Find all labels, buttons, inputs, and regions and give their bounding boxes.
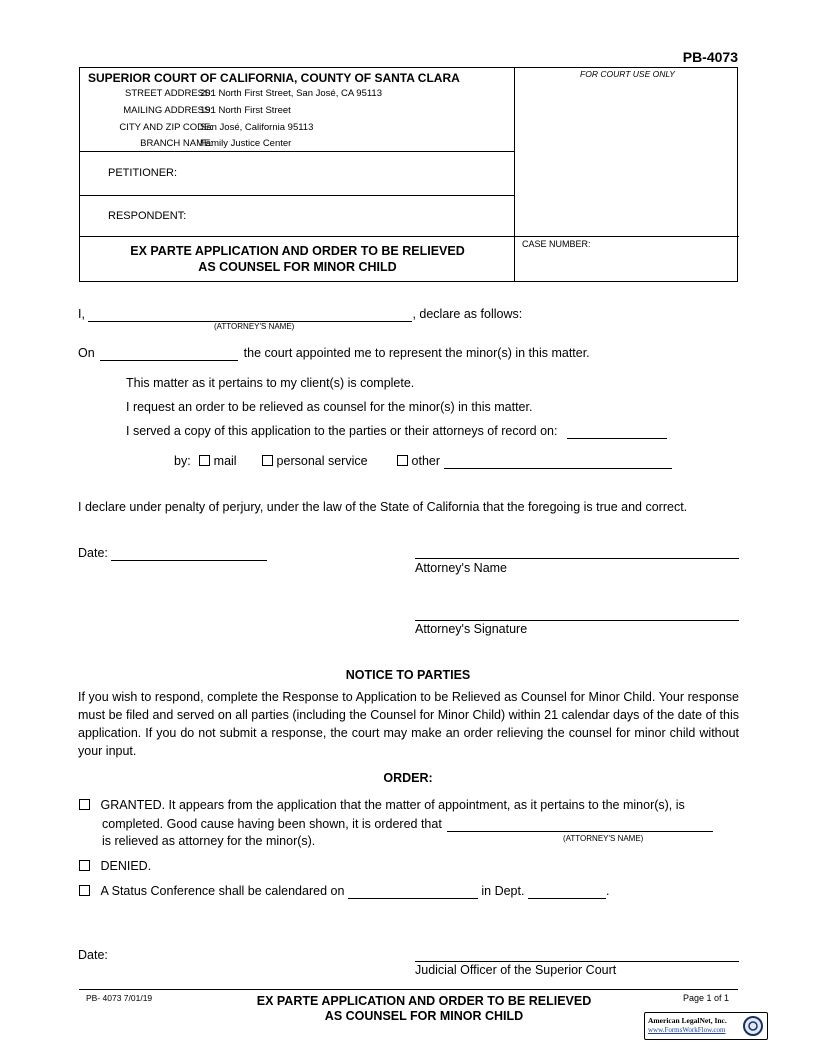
attorney-name-line[interactable] [415,558,739,559]
globe-icon [742,1015,764,1037]
street-address-value: 201 North First Street, San José, CA 95113 [200,88,383,99]
denied-line [79,859,151,873]
petitioner-label: PETITIONER: [108,167,178,179]
attorney-name-caption: (ATTORNEY'S NAME) [214,322,295,331]
judicial-signature-line[interactable] [415,961,739,962]
declaration-date-field[interactable] [111,546,267,561]
logo-url: www.FormsWorkFlow.com [648,1026,726,1034]
perjury-statement: I declare under penalty of perjury, under the law of the State of California that the foregoing is true and correct. [78,500,688,514]
served-statement [126,424,667,439]
status-conference-text: A Status Conference shall be calendared on [100,884,345,898]
service-method [174,454,672,469]
form-title [80,243,515,275]
notice-heading: NOTICE TO PARTIES [345,668,471,682]
appointment-line [78,346,590,361]
respondent-label: RESPONDENT: [108,210,187,222]
served-date-field[interactable] [567,424,667,439]
street-address-label: STREET ADDRESS: [125,88,213,99]
court-name: SUPERIOR COURT OF CALIFORNIA, COUNTY OF SANTA CLARA [88,71,460,85]
date-label: Date: [78,546,108,560]
divider [80,195,514,196]
mail-checkbox[interactable] [199,455,210,466]
case-number-label: CASE NUMBER: [522,239,591,249]
personal-service-checkbox[interactable] [262,455,273,466]
city-zip-value: San José, California 95113 [200,122,314,133]
mailing-address-label: MAILING ADDRESS: [123,105,213,116]
other-checkbox[interactable] [397,455,408,466]
caption-box [79,67,738,282]
attorney-name-field[interactable] [88,307,412,322]
footer-title-line2: AS COUNSEL FOR MINOR CHILD [324,1009,524,1023]
relieved-attorney-field[interactable] [447,817,713,832]
granted-line-1 [79,798,685,812]
judicial-officer-label: Judicial Officer of the Superior Court [415,963,617,977]
other-label: other [411,454,441,468]
logo-company: American LegalNet, Inc. [648,1016,727,1025]
granted-line-2 [102,817,713,832]
order-date-label: Date: [78,948,108,962]
divider [80,236,739,237]
court-info [80,68,515,281]
divider [80,151,514,152]
footer-form-number: PB- 4073 7/01/19 [86,993,153,1003]
personal-service-label: personal service [276,454,368,468]
appointed-text: the court appointed me to represent the minor(s) in this matter. [243,346,590,360]
city-zip-label: CITY AND ZIP CODE: [119,122,213,133]
branch-name-value: Family Justice Center [200,138,292,149]
dept-field[interactable] [528,884,606,899]
form-title-line1: EX PARTE APPLICATION AND ORDER TO BE RELIEVED [130,244,465,258]
denied-label: DENIED. [100,859,152,873]
granted-checkbox[interactable] [79,799,90,810]
page-number: Page 1 of 1 [683,993,730,1003]
by-label: by: [174,454,191,468]
denied-checkbox[interactable] [79,860,90,871]
form-title-line2: AS COUNSEL FOR MINOR CHILD [198,260,397,274]
granted-text-3: is relieved as attorney for the minor(s). [102,834,316,848]
declaration-intro [78,307,522,322]
attorney-signature-line[interactable] [415,620,739,621]
on-label: On [78,346,95,360]
declaration-date [78,546,267,561]
other-field[interactable] [444,454,672,469]
request-statement: I request an order to be relieved as counsel for the minor(s) in this matter. [126,400,533,414]
complete-statement: This matter as it pertains to my client(s) is complete. [126,376,415,390]
period: . [605,884,610,898]
branch-name-label: BRANCH NAME: [140,138,213,149]
status-conference-line [79,884,609,899]
status-conference-date-field[interactable] [348,884,478,899]
court-use-only: FOR COURT USE ONLY [580,69,675,79]
mail-label: mail [213,454,237,468]
footer-divider [79,989,738,990]
dept-label: in Dept. [481,884,525,898]
status-conference-checkbox[interactable] [79,885,90,896]
publisher-logo [644,1012,768,1040]
granted-text-1: GRANTED. It appears from the application that the matter of appointment, as it pertains to the minor(s), is [100,798,685,812]
attorney-signature-label: Attorney's Signature [415,622,528,636]
served-text: I served a copy of this application to the parties or their attorneys of record on: [126,424,558,438]
granted-text-2: completed. Good cause having been shown, it is ordered that [102,817,442,831]
appointment-date-field[interactable] [100,346,238,361]
relieved-attorney-caption: (ATTORNEY'S NAME) [563,834,644,843]
declare-label: , declare as follows: [412,307,523,321]
footer-title-line1: EX PARTE APPLICATION AND ORDER TO BE RELIEVED [256,994,592,1008]
order-heading: ORDER: [383,771,433,785]
mailing-address-value: 191 North First Street [200,105,291,116]
notice-text: If you wish to respond, complete the Response to Application to be Relieved as Counsel for Minor Child. Your response must be filed and served on all parties (including the Counsel for Minor Child) within 21 calendar days of the date of this application. If you do not submit a response, the court may make an order relieving the counsel for minor child without your input. [78,690,739,758]
i-label: I, [78,307,85,321]
form-number: PB-4073 [682,49,738,65]
attorney-name-label: Attorney's Name [415,561,508,575]
